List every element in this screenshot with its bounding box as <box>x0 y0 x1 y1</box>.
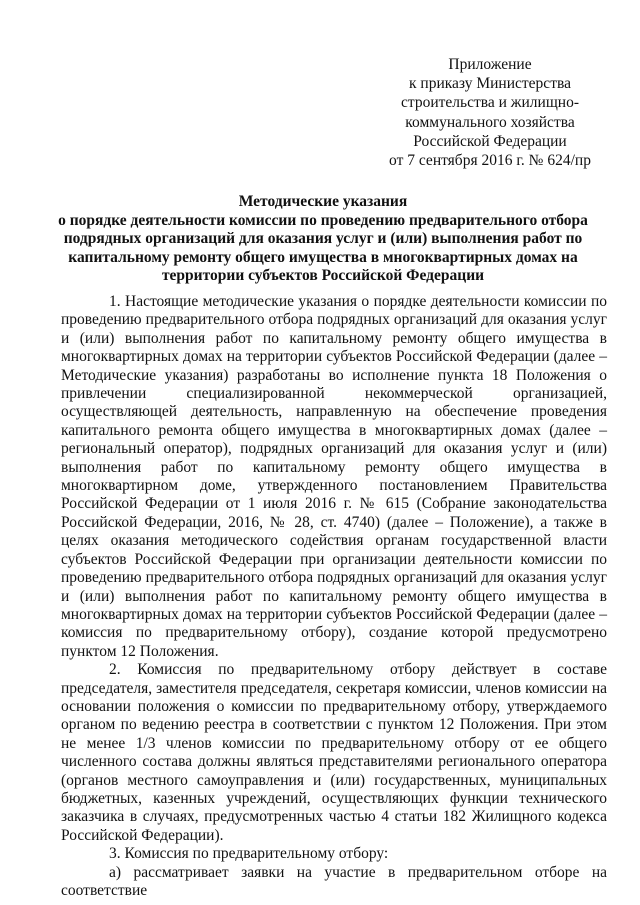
document-body <box>61 293 607 900</box>
appendix-line: Российской Федерации <box>413 132 567 150</box>
document-title <box>50 193 596 286</box>
appendix-header <box>340 55 640 170</box>
title-line: капитальному ремонту общего имущества в многоквартирных домах на <box>68 248 578 266</box>
paragraph-2: 2. Комиссия по предварительному отбору действует в составе председателя, заместителя председателя, секретаря комиссии, членов комиссии на основании положения о комиссии по предварительному отбору, утверждаемого органом по ведению реестра в соответствии с пунктом 12 Положения. При этом не менее 1/3 членов комиссии по предварительному отбору от ее общего численного состава должны являться представителями регионального оператора (органов местного самоуправления и (или) государственных, муниципальных бюджетных, казенных учреждений, осуществляющих функции технического заказчика в случаях, предусмотренных частью 4 статьи 182 Жилищного кодекса Российской Федерации). <box>61 661 607 844</box>
appendix-line: коммунального хозяйства <box>405 113 575 131</box>
appendix-line: строительства и жилищно- <box>401 94 579 112</box>
paragraph-3: 3. Комиссия по предварительному отбору: <box>109 845 389 863</box>
appendix-line: от 7 сентября 2016 г. № 624/пр <box>389 152 591 170</box>
paragraph-3a: а) рассматривает заявки на участие в предварительном отборе на соответствие <box>61 863 607 899</box>
title-line: территории субъектов Российской Федерации <box>161 267 485 285</box>
appendix-line: к приказу Министерства <box>409 75 571 93</box>
title-line: Методические указания <box>238 193 408 210</box>
title-line: подрядных организаций для оказания услуг и (или) выполнения работ по <box>63 230 583 248</box>
paragraph-1: 1. Настоящие методические указания о порядке деятельности комиссии по проведению предварительного отбора подрядных организаций для оказания услуг и (или) выполнения работ по капитальному ремонту общего имущества в многоквартирных домах на территории субъектов Российской Федерации (далее – Методические указания) разработаны во исполнение пункта 18 Положения о привлечении специализированной некоммерческой организацией, осуществляющей деятельность, направленную на обеспечение проведения капитального ремонта общего имущества в многоквартирных домах (далее – региональный оператор), подрядных организаций для оказания услуг и (или) выполнения работ по капитальному ремонту общего имущества в многоквартирном доме, утвержденного постановлением Правительства Российской Федерации от 1 июля 2016 г. № 615 (Собрание законодательства Российской Федерации, 2016, № 28, ст. 4740) (далее – Положение), а также в целях оказания методического содействия органам государственной власти субъектов Российской Федерации при организации деятельности комиссии по проведению предварительного отбора подрядных организаций для оказания услуг и (или) выполнения работ по капитальному ремонту общего имущества в многоквартирных домах на территории субъектов Российской Федерации (далее – комиссия по предварительному отбору), создание которой предусмотрено пунктом 12 Положения. <box>61 293 607 660</box>
title-line: о порядке деятельности комиссии по проведению предварительного отбора <box>58 211 588 229</box>
appendix-line: Приложение <box>448 56 532 73</box>
